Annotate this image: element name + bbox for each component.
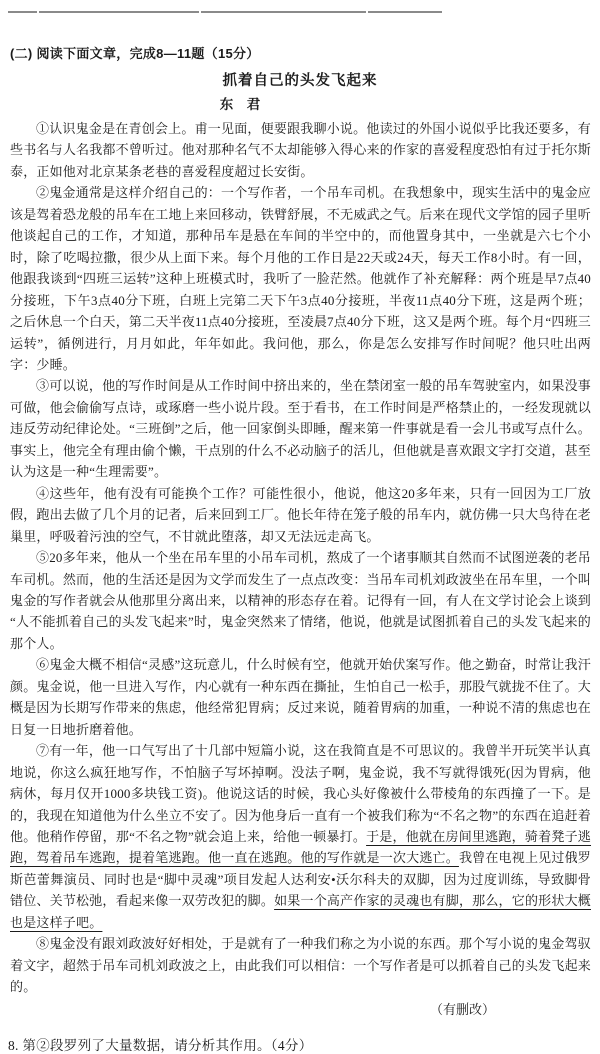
rule-segment	[201, 11, 366, 13]
paragraph-text: ④这些年，他有没有可能换个工作？可能性很小，他说，他这20多年来，只有一回因为工厂放假，跑出去做了几个月的记者，后来回到工厂。他长年待在笼子般的吊车内，就仿佛一只大鸟待在老巢里，呼吸着污浊的空气，不甘就此堕落，却又无法远走高飞。	[10, 485, 591, 544]
paragraph-4	[10, 483, 591, 547]
section-heading: (二) 阅读下面文章，完成8—11题（15分）	[10, 46, 260, 61]
top-answer-rule	[8, 11, 600, 13]
paragraph-text: ①认识鬼金是在青创会上。甫一见面，便要跟我聊小说。他读过的外国小说似乎比我还要多，有些书名与人名我都不曾听过。他对那种名气不太却能够入得心来的作家的喜爱程度恐怕有过于托尔斯泰，正如他对北京某条老巷的喜爱程度超过长安街。	[10, 121, 591, 179]
paragraph-text: 我曾在电视上见过俄罗斯芭蕾舞演员、同时也是“脚中灵魂”项目发起人达利安•沃尔科夫的双脚，因为过度训练，导致脚骨错位、关节松弛，看起来像一双劳改犯的脚。	[10, 850, 591, 909]
paragraph-text: ⑦有一年，他一口气写出了十几部中短篇小说，这在我简直是不可思议的。我曾半开玩笑半认真地说，你这么疯狂地写作，不怕脑子写坏掉啊。没法子啊，鬼金说，我不写就得饿死(因为胃病，他病休，每月仅开1000多块钱工资)。他说这话的时候，我心头好像被什么带棱角的东西撞了一下。是的，我现在知道他为什么坐立不安了。因为他身后一直有一个被我们称为“不名之物”的东西在追赶着他。他稍作停留，那“不名之物”就会追上来，给他一顿暴打。	[10, 743, 591, 844]
paragraph-text: ②鬼金通常是这样介绍自己的：一个写作者，一个吊车司机。在我想象中，现实生活中的鬼金应该是驾着恐龙般的吊车在工地上来回移动，铁臂舒展，不无威武之气。后来在现代文学馆的园子里听他谈起自己的工作，才知道，那种吊车是悬在车间的半空中的，而他置身其中，一坐就是六七个小时，除了吃喝拉撒，很少从上面下来。每个月他的工作日是22天或24天，每天工作8小时。有一回，他跟我谈到“四班三运转”这种上班模式时，我听了一脸茫然。他就作了补充解释：两个班是早7点40分接班，下午3点40分下班，白班上完第二天下午3点40分接班，半夜11点40分下班，这是两个班；之后休息一个白天，第二天半夜11点40分接班，至凌晨7点40分下班，这又是两个班。每个月“四班三运转”，循例进行，月月如此，年年如此。我问他，那么，你是怎么安排写作时间呢？他只吐出两字：少睡。	[10, 185, 591, 372]
article-author: 东 君	[219, 97, 261, 112]
paragraph-6	[10, 654, 591, 740]
attribution-note: （有删改）	[429, 1001, 495, 1017]
paragraph-7	[10, 740, 591, 933]
paragraph-8	[10, 933, 591, 997]
paragraph-text: ⑧鬼金没有跟刘政波好好相处，于是就有了一种我们称之为小说的东西。那个写小说的鬼金驾驭着文字，超然于吊车司机刘政波之上，由此我们可以相信：一个写作者是可以抓着自己的头发飞起来的。	[10, 936, 591, 995]
underlined-sentence: 于是，他就在房间里逃跑，骑着凳子逃跑，驾着吊车逃跑，提着笔逃跑。他一直在逃跑。他的写作就是一次大逃亡。	[10, 828, 592, 866]
paragraph-text: ⑥鬼金大概不相信“灵感”这玩意儿，什么时候有空，他就开始伏案写作。他之勤奋，时常让我汗颜。鬼金说，他一旦进入写作，内心就有一种东西在撕扯，生怕自己一松手，那股气就拢不住了。大概是因为长期写作带来的焦虑，他经常犯胃病；反过来说，随着胃病的加重，一种说不清的焦虑也在日复一日地折磨着他。	[10, 657, 591, 737]
paragraph-1	[10, 118, 591, 182]
rule-segment	[39, 11, 199, 13]
paragraph-5	[10, 547, 591, 654]
rule-segment	[8, 11, 37, 13]
underlined-sentence: 如果一个高产作家的灵魂也有脚，那么，它的形状大概也是这样子吧。	[10, 893, 591, 930]
paragraph-text: ③可以说，他的写作时间是从工作时间中挤出来的，坐在禁闭室一般的吊车驾驶室内，如果没事可做，他会偷偷写点诗，或琢磨一些小说片段。至于看书，在工作时间是严格禁止的，一经发现就以违反劳动纪律论处。“三班倒”之后，他一回家倒头即睡，醒来第一件事就是看一会儿书或写点什么。事实上，他完全有理由偷个懒，干点别的什么不必动脑子的活儿，但他就是喜欢跟文字打交道，甚至认为这是一种“生理需要”。	[10, 378, 591, 480]
paragraph-text: ⑤20多年来，他从一个坐在吊车里的小吊车司机，熬成了一个诸事顺其自然而不试图逆袭的老吊车司机。然而，他的生活还是因为文学而发生了一点点改变：当吊车司机刘政波坐在吊车里，一个叫鬼金的写作者就会从他那里分离出来，以精神的形态存在着。记得有一回，有人在文学讨论会上谈到“人不能抓着自己的头发飞起来”时，鬼金突然来了情绪，他说，他就是试图抓着自己的头发飞起来的那个人。	[10, 550, 591, 651]
article-body	[0, 118, 600, 1020]
paragraph-3	[10, 375, 591, 482]
question-8: 8. 第②段罗列了大量数据，请分析其作用。（4分）	[8, 1038, 313, 1054]
paragraph-2	[10, 182, 591, 375]
rule-segment	[368, 11, 442, 13]
article-title: 抓着自己的头发飞起来	[222, 73, 378, 89]
